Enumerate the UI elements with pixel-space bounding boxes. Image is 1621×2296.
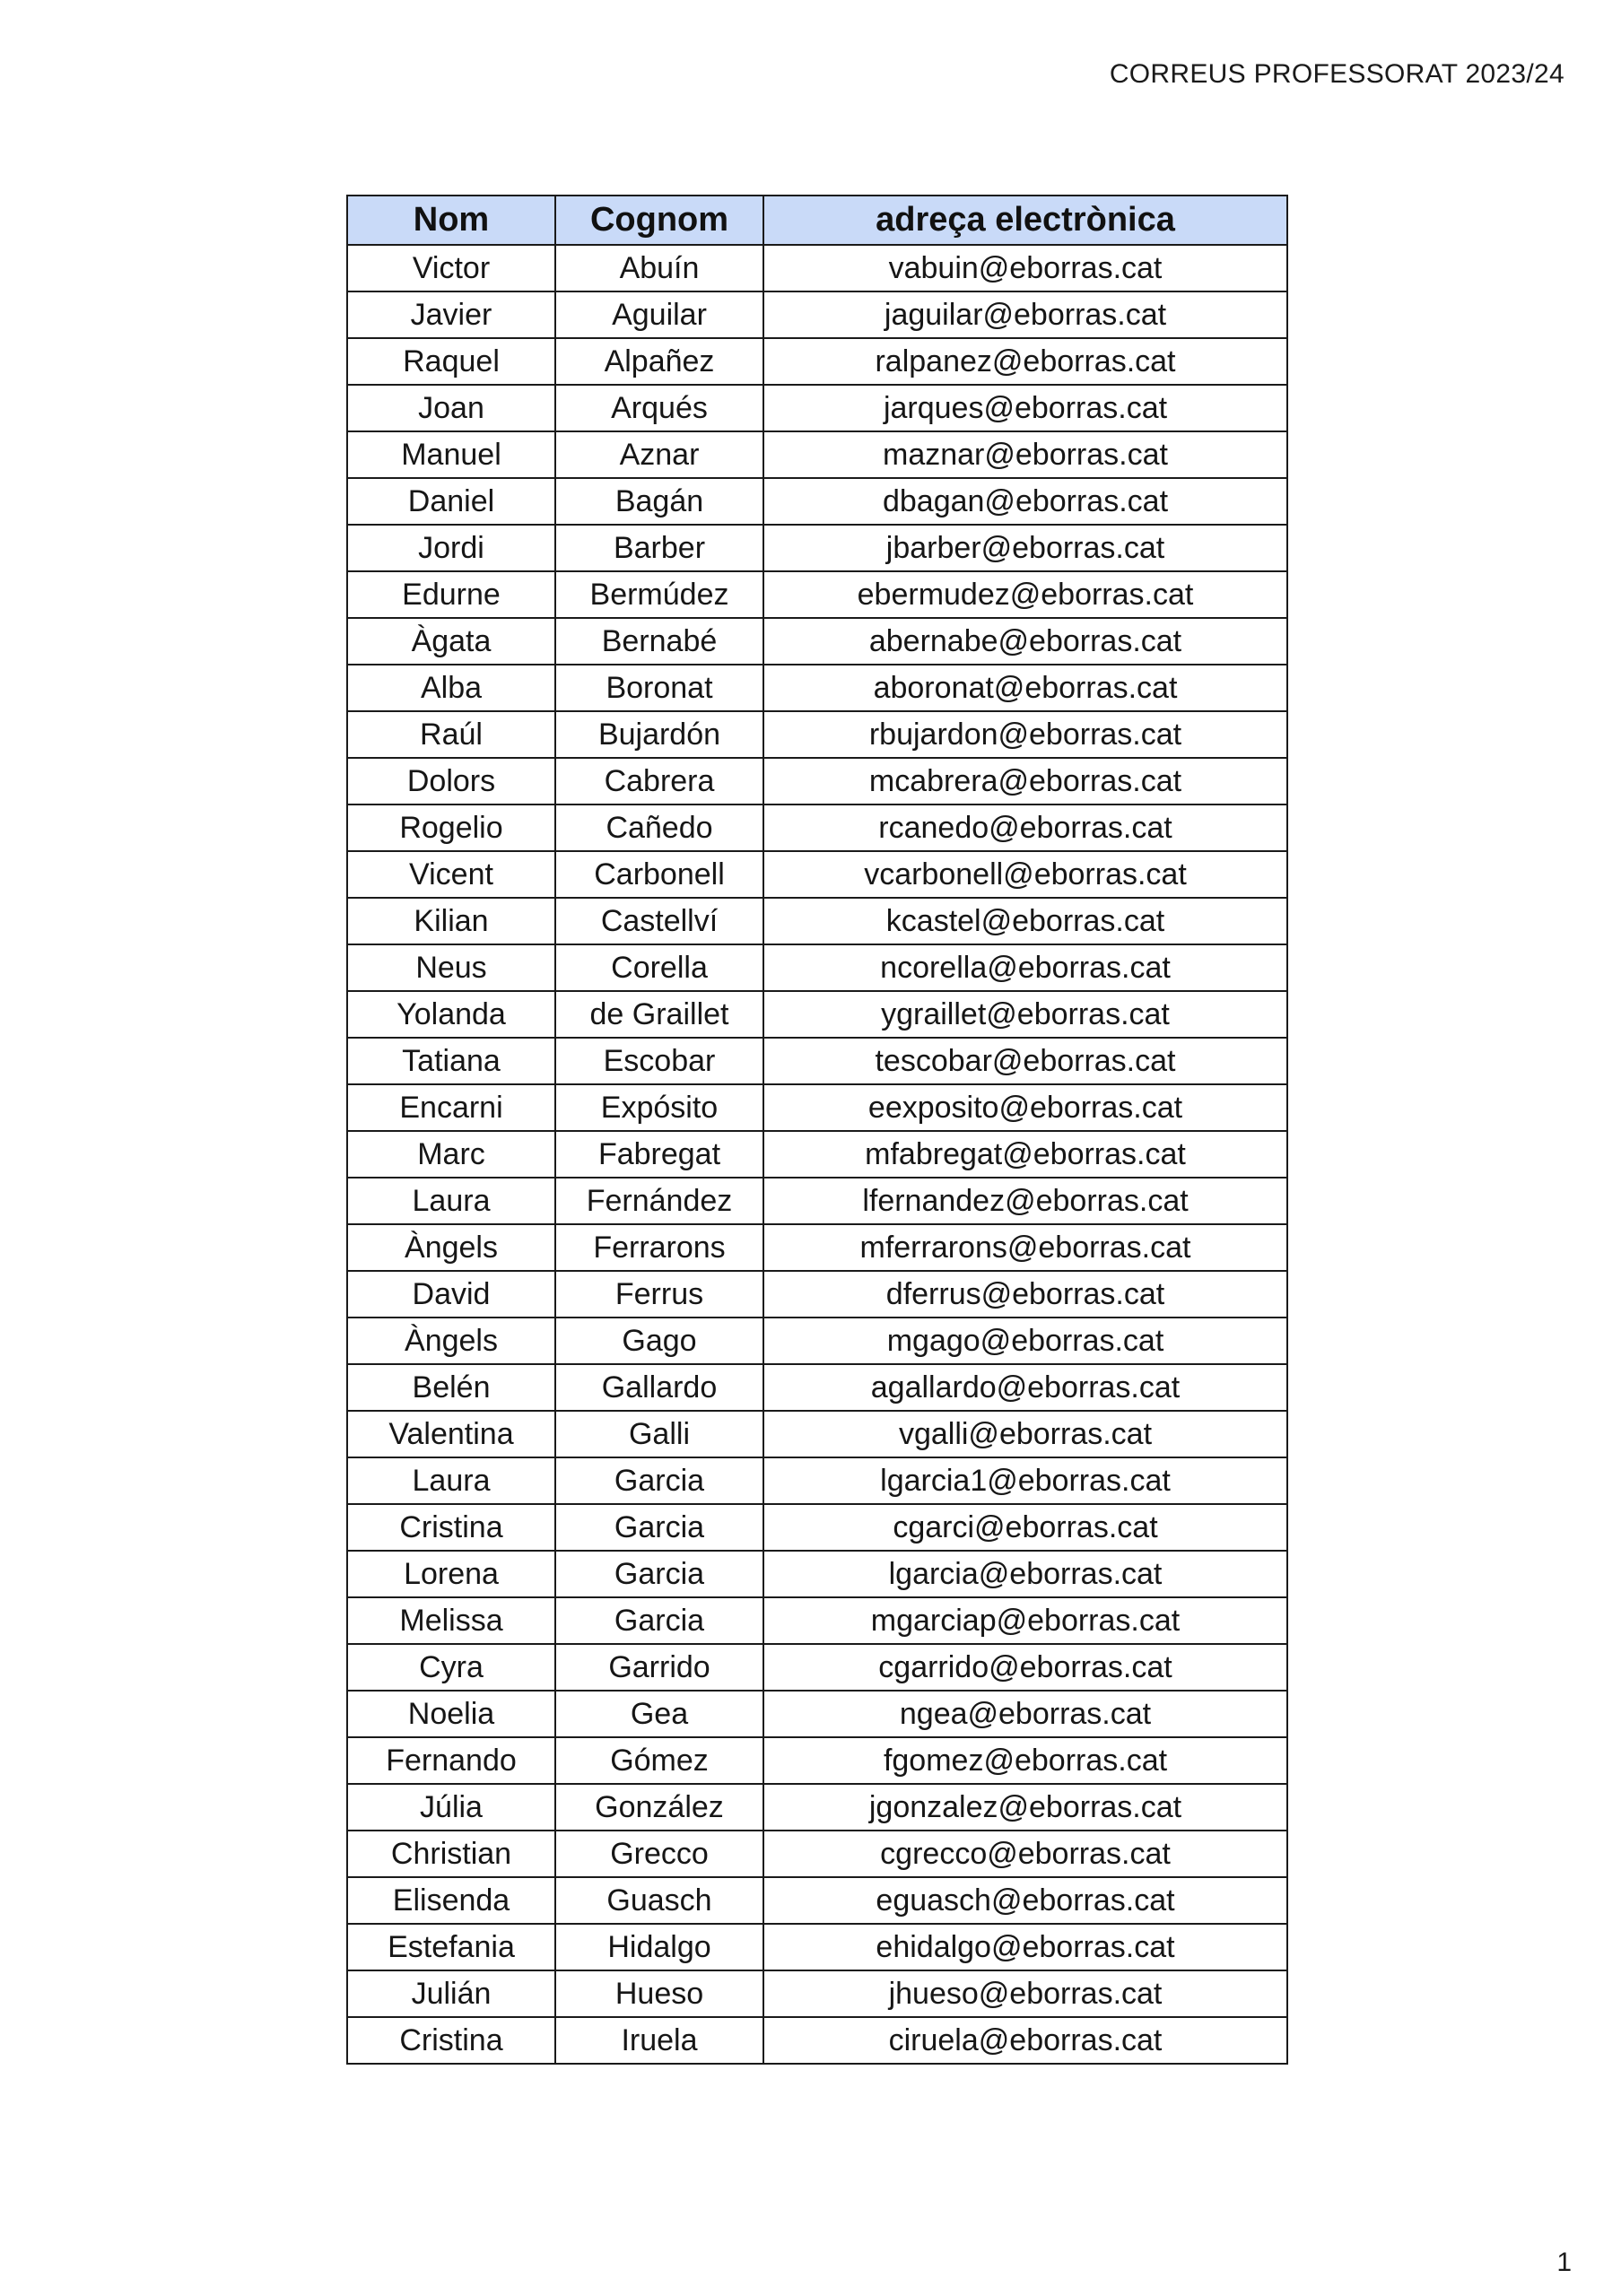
cell-cognom: Gea	[555, 1691, 763, 1737]
table-row	[347, 1784, 1287, 1831]
cell-nom: Cristina	[347, 1504, 555, 1551]
cell-email: kcastel@eborras.cat	[763, 898, 1287, 944]
cell-cognom: Ferrarons	[555, 1224, 763, 1271]
cell-email: ehidalgo@eborras.cat	[763, 1924, 1287, 1970]
cell-email: lgarcia1@eborras.cat	[763, 1457, 1287, 1504]
cell-nom: Christian	[347, 1831, 555, 1877]
cell-cognom: Carbonell	[555, 851, 763, 898]
table-row	[347, 291, 1287, 338]
cell-email: ebermudez@eborras.cat	[763, 571, 1287, 618]
cell-email: abernabe@eborras.cat	[763, 618, 1287, 665]
cell-nom: Manuel	[347, 431, 555, 478]
column-header-nom: Nom	[347, 196, 555, 245]
cell-nom: Joan	[347, 385, 555, 431]
cell-email: jhueso@eborras.cat	[763, 1970, 1287, 2017]
table-row	[347, 1551, 1287, 1597]
cell-nom: Rogelio	[347, 804, 555, 851]
cell-nom: Àgata	[347, 618, 555, 665]
cell-email: vcarbonell@eborras.cat	[763, 851, 1287, 898]
cell-email: ralpanez@eborras.cat	[763, 338, 1287, 385]
cell-nom: Marc	[347, 1131, 555, 1178]
cell-email: maznar@eborras.cat	[763, 431, 1287, 478]
cell-nom: Fernando	[347, 1737, 555, 1784]
table-row	[347, 898, 1287, 944]
cell-cognom: Hueso	[555, 1970, 763, 2017]
cell-email: mgarciap@eborras.cat	[763, 1597, 1287, 1644]
table-row	[347, 1318, 1287, 1364]
cell-nom: Noelia	[347, 1691, 555, 1737]
table-row	[347, 1364, 1287, 1411]
cell-email: dferrus@eborras.cat	[763, 1271, 1287, 1318]
cell-nom: David	[347, 1271, 555, 1318]
cell-cognom: Garcia	[555, 1504, 763, 1551]
cell-email: mfabregat@eborras.cat	[763, 1131, 1287, 1178]
cell-nom: Àngels	[347, 1318, 555, 1364]
cell-email: jarques@eborras.cat	[763, 385, 1287, 431]
cell-nom: Júlia	[347, 1784, 555, 1831]
cell-email: mgago@eborras.cat	[763, 1318, 1287, 1364]
table-row	[347, 1877, 1287, 1924]
table-row	[347, 1411, 1287, 1457]
table-row	[347, 1831, 1287, 1877]
cell-cognom: Ferrus	[555, 1271, 763, 1318]
cell-cognom: Barber	[555, 525, 763, 571]
cell-cognom: Bernabé	[555, 618, 763, 665]
cell-cognom: González	[555, 1784, 763, 1831]
cell-cognom: Garcia	[555, 1597, 763, 1644]
table-row	[347, 1737, 1287, 1784]
cell-cognom: Bermúdez	[555, 571, 763, 618]
table-row	[347, 1597, 1287, 1644]
cell-email: cgarci@eborras.cat	[763, 1504, 1287, 1551]
table-row	[347, 1644, 1287, 1691]
cell-email: fgomez@eborras.cat	[763, 1737, 1287, 1784]
cell-nom: Encarni	[347, 1084, 555, 1131]
cell-nom: Kilian	[347, 898, 555, 944]
cell-email: agallardo@eborras.cat	[763, 1364, 1287, 1411]
table-row	[347, 525, 1287, 571]
table-row	[347, 245, 1287, 291]
table-row	[347, 944, 1287, 991]
cell-cognom: Castellví	[555, 898, 763, 944]
table-row	[347, 1457, 1287, 1504]
cell-email: mferrarons@eborras.cat	[763, 1224, 1287, 1271]
table-row	[347, 1131, 1287, 1178]
table-row	[347, 1924, 1287, 1970]
cell-email: mcabrera@eborras.cat	[763, 758, 1287, 804]
cell-nom: Victor	[347, 245, 555, 291]
cell-cognom: Expósito	[555, 1084, 763, 1131]
table-row	[347, 2017, 1287, 2064]
cell-cognom: Cañedo	[555, 804, 763, 851]
cell-email: ygraillet@eborras.cat	[763, 991, 1287, 1038]
cell-cognom: Fernández	[555, 1178, 763, 1224]
column-header-email: adreça electrònica	[763, 196, 1287, 245]
cell-nom: Estefania	[347, 1924, 555, 1970]
cell-email: vgalli@eborras.cat	[763, 1411, 1287, 1457]
cell-nom: Lorena	[347, 1551, 555, 1597]
cell-cognom: Cabrera	[555, 758, 763, 804]
cell-email: ciruela@eborras.cat	[763, 2017, 1287, 2064]
cell-cognom: de Graillet	[555, 991, 763, 1038]
cell-nom: Laura	[347, 1178, 555, 1224]
cell-email: dbagan@eborras.cat	[763, 478, 1287, 525]
teacher-email-table	[346, 195, 1288, 2065]
cell-email: cgrecco@eborras.cat	[763, 1831, 1287, 1877]
cell-cognom: Garrido	[555, 1644, 763, 1691]
table-row	[347, 851, 1287, 898]
cell-cognom: Bagán	[555, 478, 763, 525]
cell-email: vabuin@eborras.cat	[763, 245, 1287, 291]
cell-cognom: Gallardo	[555, 1364, 763, 1411]
cell-email: eguasch@eborras.cat	[763, 1877, 1287, 1924]
table-row	[347, 665, 1287, 711]
cell-email: tescobar@eborras.cat	[763, 1038, 1287, 1084]
cell-email: lfernandez@eborras.cat	[763, 1178, 1287, 1224]
cell-cognom: Gago	[555, 1318, 763, 1364]
cell-nom: Raquel	[347, 338, 555, 385]
table-row	[347, 711, 1287, 758]
cell-nom: Yolanda	[347, 991, 555, 1038]
cell-email: aboronat@eborras.cat	[763, 665, 1287, 711]
table-body	[347, 245, 1287, 2064]
cell-nom: Àngels	[347, 1224, 555, 1271]
table-row	[347, 431, 1287, 478]
cell-nom: Daniel	[347, 478, 555, 525]
cell-cognom: Arqués	[555, 385, 763, 431]
cell-cognom: Aguilar	[555, 291, 763, 338]
table-row	[347, 1970, 1287, 2017]
cell-email: lgarcia@eborras.cat	[763, 1551, 1287, 1597]
table-row	[347, 1504, 1287, 1551]
column-header-cognom: Cognom	[555, 196, 763, 245]
cell-email: rbujardon@eborras.cat	[763, 711, 1287, 758]
table-header-row	[347, 196, 1287, 245]
cell-nom: Julián	[347, 1970, 555, 2017]
cell-nom: Edurne	[347, 571, 555, 618]
cell-email: jgonzalez@eborras.cat	[763, 1784, 1287, 1831]
table-row	[347, 1178, 1287, 1224]
cell-email: ngea@eborras.cat	[763, 1691, 1287, 1737]
cell-nom: Neus	[347, 944, 555, 991]
cell-nom: Belén	[347, 1364, 555, 1411]
cell-nom: Cristina	[347, 2017, 555, 2064]
table-row	[347, 1271, 1287, 1318]
cell-nom: Laura	[347, 1457, 555, 1504]
table-row	[347, 385, 1287, 431]
cell-nom: Vicent	[347, 851, 555, 898]
document-header-title: CORREUS PROFESSORAT 2023/24	[1109, 59, 1564, 89]
table-row	[347, 804, 1287, 851]
table-row	[347, 991, 1287, 1038]
table-row	[347, 618, 1287, 665]
cell-cognom: Corella	[555, 944, 763, 991]
cell-email: ncorella@eborras.cat	[763, 944, 1287, 991]
cell-cognom: Garcia	[555, 1551, 763, 1597]
cell-cognom: Bujardón	[555, 711, 763, 758]
table-row	[347, 338, 1287, 385]
table-row	[347, 1224, 1287, 1271]
cell-nom: Raúl	[347, 711, 555, 758]
page-number: 1	[1556, 2248, 1572, 2277]
cell-nom: Jordi	[347, 525, 555, 571]
cell-email: rcanedo@eborras.cat	[763, 804, 1287, 851]
cell-cognom: Grecco	[555, 1831, 763, 1877]
cell-email: cgarrido@eborras.cat	[763, 1644, 1287, 1691]
cell-cognom: Escobar	[555, 1038, 763, 1084]
cell-cognom: Alpañez	[555, 338, 763, 385]
cell-cognom: Galli	[555, 1411, 763, 1457]
cell-cognom: Aznar	[555, 431, 763, 478]
table-row	[347, 1038, 1287, 1084]
table-row	[347, 758, 1287, 804]
cell-cognom: Gómez	[555, 1737, 763, 1784]
cell-email: jbarber@eborras.cat	[763, 525, 1287, 571]
cell-cognom: Hidalgo	[555, 1924, 763, 1970]
cell-cognom: Boronat	[555, 665, 763, 711]
cell-cognom: Iruela	[555, 2017, 763, 2064]
cell-nom: Cyra	[347, 1644, 555, 1691]
cell-nom: Elisenda	[347, 1877, 555, 1924]
cell-email: jaguilar@eborras.cat	[763, 291, 1287, 338]
table-row	[347, 1084, 1287, 1131]
table-header	[347, 196, 1287, 245]
cell-nom: Valentina	[347, 1411, 555, 1457]
cell-email: eexposito@eborras.cat	[763, 1084, 1287, 1131]
cell-cognom: Fabregat	[555, 1131, 763, 1178]
table-row	[347, 478, 1287, 525]
table-row	[347, 1691, 1287, 1737]
cell-nom: Javier	[347, 291, 555, 338]
table-row	[347, 571, 1287, 618]
cell-nom: Alba	[347, 665, 555, 711]
cell-nom: Dolors	[347, 758, 555, 804]
cell-cognom: Garcia	[555, 1457, 763, 1504]
cell-cognom: Guasch	[555, 1877, 763, 1924]
cell-cognom: Abuín	[555, 245, 763, 291]
cell-nom: Melissa	[347, 1597, 555, 1644]
cell-nom: Tatiana	[347, 1038, 555, 1084]
